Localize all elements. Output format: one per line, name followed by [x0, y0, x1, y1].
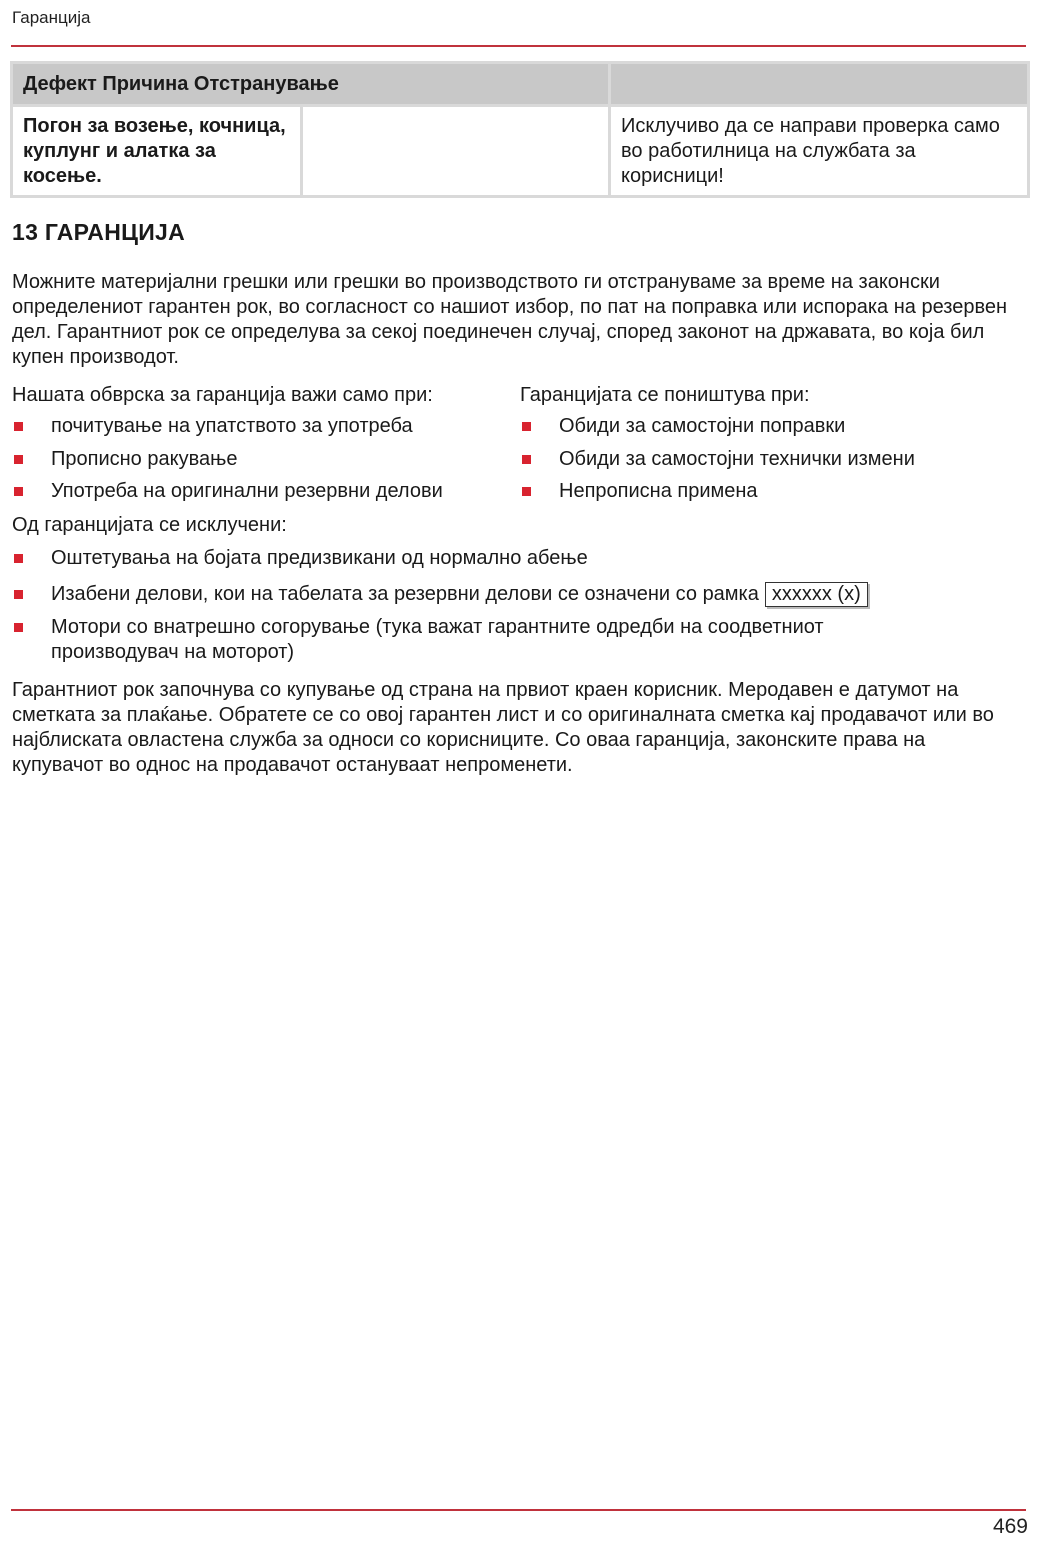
void-title: Гаранцијата се поништува при: [520, 384, 810, 406]
list-item: Употреба на оригинални резервни делови [12, 479, 512, 504]
excluded-list [12, 546, 1012, 665]
excluded-title: Од гаранцијата се исклучени: [12, 514, 287, 536]
list-item: Мотори со внатрешно согорување (тука важат гарантните одредби на соодветниот производувач на моторот) [12, 615, 1012, 665]
bullet-square-icon [14, 623, 23, 632]
bullet-square-icon [14, 590, 23, 599]
table-header-cell-empty [611, 64, 1027, 104]
defect-table [10, 61, 1030, 198]
list-item: Обиди за самостојни технички измени [520, 447, 1020, 472]
valid-list [12, 414, 512, 504]
table-row [13, 107, 1027, 195]
bullet-square-icon [14, 554, 23, 563]
table-header-row [13, 64, 1027, 104]
bullet-square-icon [522, 455, 531, 464]
section-title: 13 ГАРАНЦИЈА [12, 219, 186, 245]
list-item: почитување на упатството за употреба [12, 414, 512, 439]
table-header-cell-main: Дефект Причина Отстранување [13, 64, 608, 104]
list-item: Обиди за самостојни поправки [520, 414, 1020, 439]
footer-rule [11, 1509, 1026, 1511]
intro-paragraph: Можните материјални грешки или грешки во производството ги отстрануваме за време на законски определениот гарантен рок, во согласност со нашиот избор, по пат на поправка или испорака на резервен дел. Гарантниот рок се определува за секој поединечен случај, според законот на државата, во која бил купен производот. [12, 271, 1008, 368]
list-item: Непрописна примена [520, 479, 1020, 504]
page-number: 469 [992, 1515, 1028, 1538]
defect-cell: Погон за возење, кочница, куплунг и алатка за косење. [13, 107, 300, 195]
bullet-square-icon [14, 455, 23, 464]
list-item: Изабени делови, кои на табелата за резервни делови се означени со рамка xxxxxx (x) [12, 582, 1012, 607]
list-item: Оштетувања на бојата предизвикани од нормално абење [12, 546, 1012, 571]
cause-cell [303, 107, 608, 195]
running-header: Гаранција [12, 8, 91, 27]
bullet-square-icon [14, 422, 23, 431]
frame-example: xxxxxx (x) [765, 582, 868, 607]
outro-paragraph: Гарантниот рок започнува со купување од страна на првиот краен корисник. Меродавен е датумот на сметката за плаќање. Обратете се со овој гарантен лист и со оригиналната сметка кај продавачот или во најблиската овластена служба за односи со корисниците. Со оваа гаранција, законските права на купувачот во однос на продавачот остануваат непроменети. [12, 679, 994, 776]
bullet-square-icon [14, 487, 23, 496]
bullet-square-icon [522, 487, 531, 496]
bullet-square-icon [522, 422, 531, 431]
list-item: Прописно ракување [12, 447, 512, 472]
remedy-cell: Исклучиво да се направи проверка само во работилница на службата за корисници! [611, 107, 1027, 195]
header-rule [11, 45, 1026, 47]
valid-title: Нашата обврска за гаранција важи само при: [12, 384, 433, 406]
void-list [520, 414, 1020, 504]
